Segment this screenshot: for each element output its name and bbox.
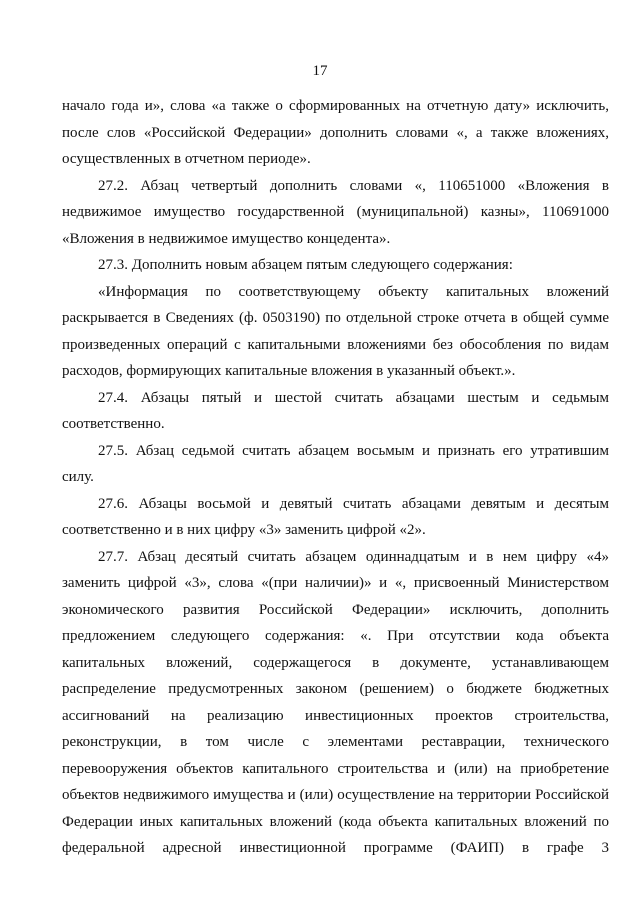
paragraph-quote-information: «Информация по соответствующему объекту капитальных вложений раскрывается в Сведениях (ф. 0503190) по отдельной строке отчета в общей сумме произведенных операций с капитальными вложениями без обособления по видам расходов, формирующих капитальные вложения в указанный объект.».: [62, 283, 609, 379]
paragraph-27-2: 27.2. Абзац четвертый дополнить словами «, 110651000 «Вложения в недвижимое имущество государственной (муниципальной) казны», 110691000 «Вложения в недвижимое имущество концедента».: [62, 177, 609, 247]
paragraph-27-6: 27.6. Абзацы восьмой и девятый считать абзацами девятым и десятым соответственно и в них цифру «3» заменить цифрой «2».: [62, 495, 609, 538]
paragraph-27-5: 27.5. Абзац седьмой считать абзацем восьмым и признать его утратившим силу.: [62, 442, 609, 485]
paragraph-27-4: 27.4. Абзацы пятый и шестой считать абзацами шестым и седьмым соответственно.: [62, 389, 609, 432]
document-body: [62, 93, 609, 862]
paragraph-continuation: начало года и», слова «а также о сформированных на отчетную дату» исключить, после слов «Российской Федерации» дополнить словами «, а также вложениях, осуществленных в отчетном периоде».: [62, 98, 609, 167]
paragraph-27-7: 27.7. Абзац десятый считать абзацем одиннадцатым и в нем цифру «4» заменить цифрой «3», слова «(при наличии)» и «, присвоенный Министерством экономического развития Российской Федерации» исключить, дополнить предложением следующего содержания: «. При отсутствии кода объекта капитальных вложений, содержащегося в документе, устанавливающем распределение предусмотренных законом (решением) о бюджете бюджетных ассигнований на реализацию инвестиционных проектов строительства, реконструкции, в том числе с элементами реставрации, технического перевооружения объектов капитального строительства и (или) на приобретение объектов недвижимого имущества и (или) осуществление на территории Российской Федерации иных капитальных вложений (кода объекта капитальных вложений по федеральной адресной инвестиционной программе (ФАИП) в графе 3: [62, 548, 609, 856]
paragraph-27-3: 27.3. Дополнить новым абзацем пятым следующего содержания:: [98, 257, 513, 273]
page-number: 17: [312, 63, 328, 79]
